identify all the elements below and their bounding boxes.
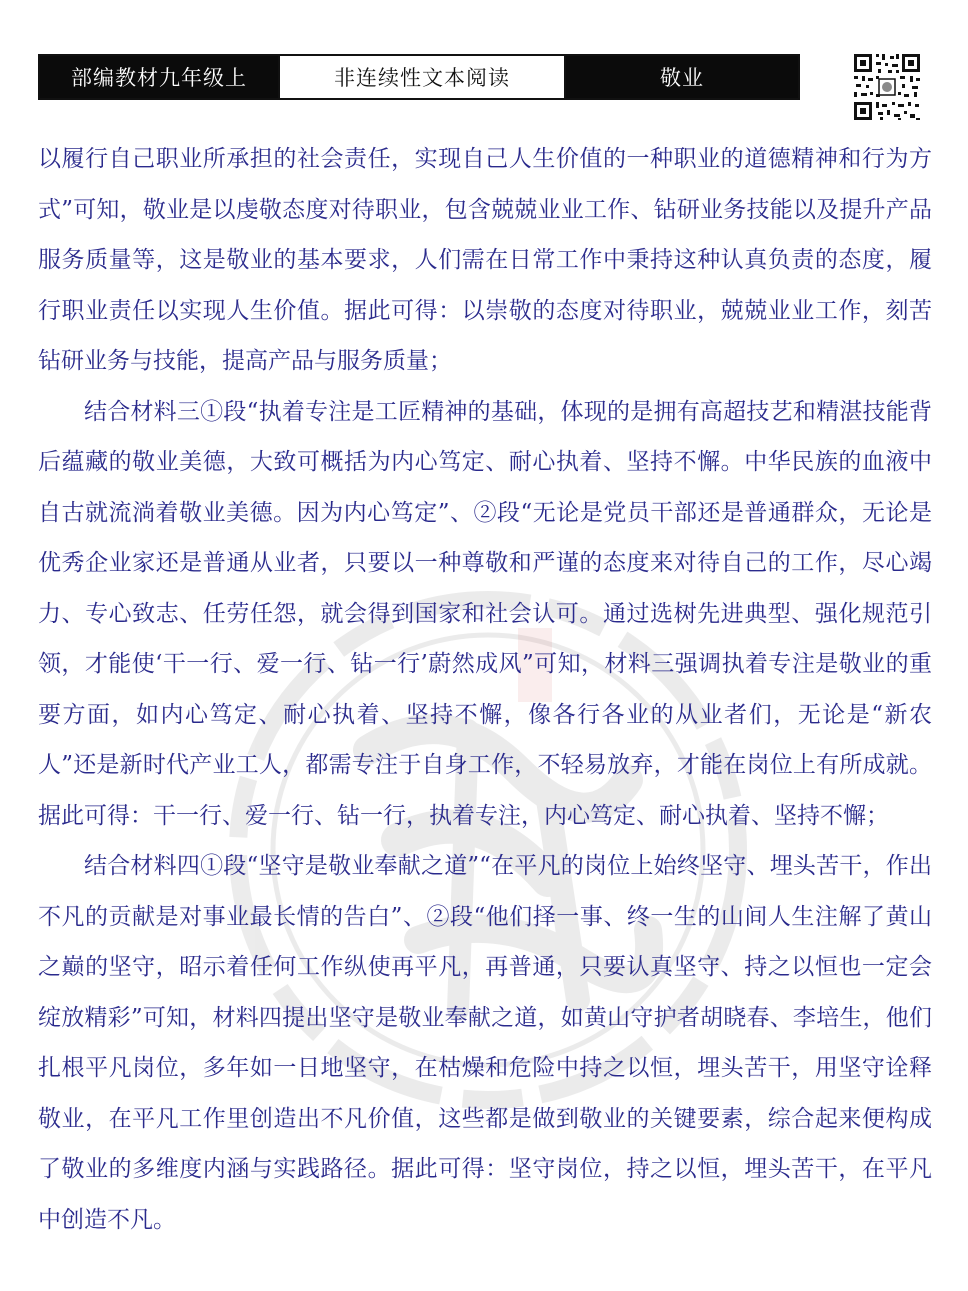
header-section-label: 非连续性文本阅读: [278, 56, 566, 98]
answer-text-body: [38, 134, 932, 1245]
paragraph-material-four: 结合材料四①段“坚守是敬业奉献之道”“在平凡的岗位上始终坚守、埋头苦干，作出不凡的贡献是对事业最长情的告白”、②段“他们择一事、终一生的山间人生注解了黄山之巅的坚守，昭示着任何工作纵使再平凡，再普通，只要认真坚守、持之以恒也一定会绽放精彩”可知，材料四提出坚守是敬业奉献之道，如黄山守护者胡晓春、李培生，他们扎根平凡岗位，多年如一日地坚守，在枯燥和危险中持之以恒，埋头苦干，用坚守诠释敬业，在平凡工作里创造出不凡价值，这些都是做到敬业的关键要素，综合起来便构成了敬业的多维度内涵与实践路径。据此可得：坚守岗位，持之以恒，埋头苦干，在平凡中创造不凡。: [38, 853, 932, 1233]
header-topic-label: 敬业: [566, 56, 798, 98]
qr-code-icon: [852, 52, 922, 122]
paragraph-material-two-summary: 以履行自己职业所承担的社会责任，实现自己人生价值的一种职业的道德精神和行为方式”可知，敬业是以虔敬态度对待职业，包含兢兢业业工作、钻研业务技能以及提升产品服务质量等，这是敬业的基本要求，人们需在日常工作中秉持这种认真负责的态度，履行职业责任以实现人生价值。据此可得：以崇敬的态度对待职业，兢兢业业工作，刻苦钻研业务与技能，提高产品与服务质量；: [38, 146, 932, 374]
paragraph-material-three: 结合材料三①段“执着专注是工匠精神的基础，体现的是拥有高超技艺和精湛技能背后蕴藏的敬业美德，大致可概括为内心笃定、耐心执着、坚持不懈。中华民族的血液中自古就流淌着敬业美德。因为内心笃定”、②段“无论是党员干部还是普通群众，无论是优秀企业家还是普通从业者，只要以一种尊敬和严谨的态度来对待自己的工作，尽心竭力、专心致志、任劳任怨，就会得到国家和社会认可。通过选树先进典型、强化规范引领，才能使‘干一行、爱一行、钻一行’蔚然成风”可知，材料三强调执着专注是敬业的重要方面，如内心笃定、耐心执着、坚持不懈，像各行各业的从业者们，无论是“新农人”还是新时代产业工人，都需专注于自身工作，不轻易放弃，才能在岗位上有所成就。据此可得：干一行、爱一行、钻一行，执着专注，内心笃定、耐心执着、坚持不懈；: [38, 398, 932, 829]
header-grade-label: 部编教材九年级上: [40, 56, 278, 98]
header-bar: [38, 54, 800, 100]
